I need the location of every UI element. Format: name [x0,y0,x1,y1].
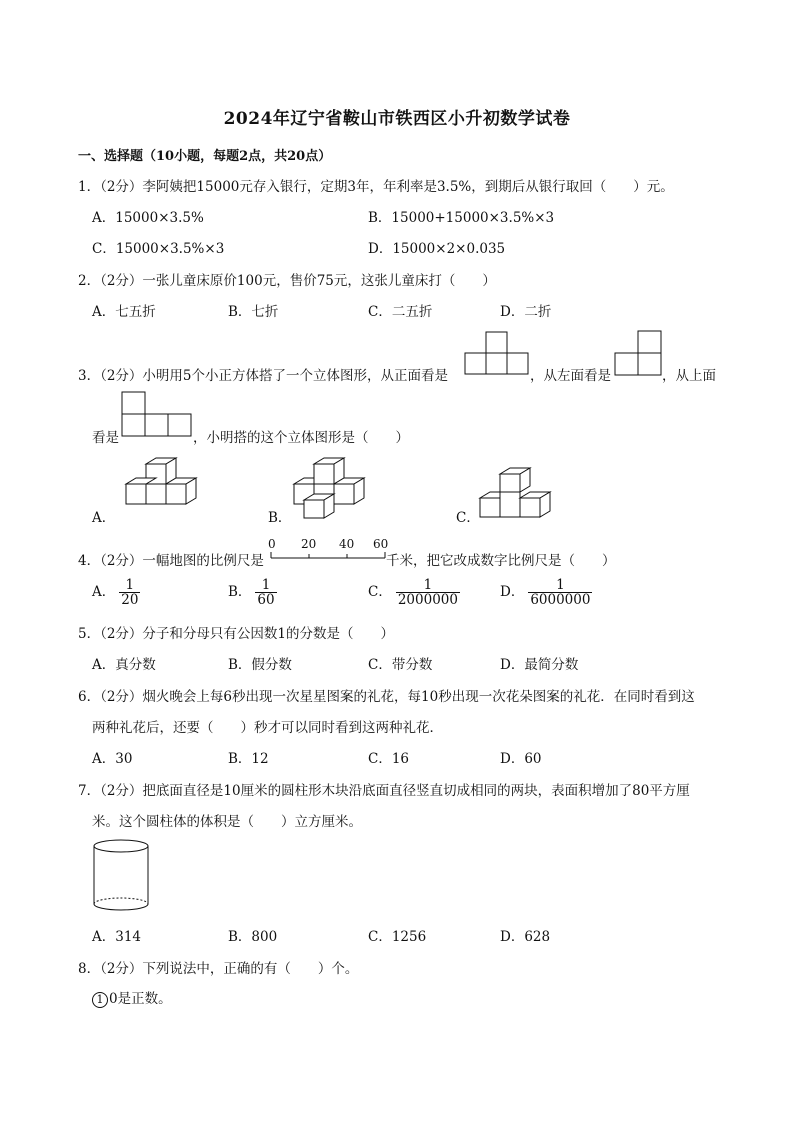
question-7-option-b[interactable]: B．800 [228,929,278,945]
question-6-option-b[interactable]: B．12 [228,751,269,767]
fraction-b-numerator: 1 [255,578,276,593]
option-c-label: C． [368,584,392,600]
question-6-text-line2: 两种礼花后，还要（ ）秒才可以同时看到这两种礼花． [92,720,443,736]
question-7-option-a[interactable]: A．314 [92,929,142,945]
option-d-label: D． [500,584,525,600]
question-6-option-d[interactable]: D．60 [500,751,542,767]
question-7-text-line1: 7．（2分）把底面直径是10厘米的圆柱形木块沿底面直径竖直切成相同的两块，表面积增加了80平方厘 [78,783,690,799]
question-7-option-d[interactable]: D．628 [500,929,551,945]
scale-bar [270,536,390,566]
question-3-option-a[interactable]: A． [92,510,116,526]
fraction-c-numerator: 1 [396,578,460,593]
question-6-option-c[interactable]: C．16 [368,751,410,767]
question-4-option-c[interactable] [368,578,460,607]
question-4-text-part1: 4．（2分）一幅地图的比例尺是 [78,553,264,569]
question-1-option-a[interactable]: A．15000×3.5% [92,210,204,226]
question-6-text-line1: 6．（2分）烟火晚会上每6秒出现一次星星图案的礼花，每10秒出现一次花朵图案的礼花．在同时看到这 [78,689,695,705]
question-8-statement-1 [92,987,172,1008]
section-heading: 一、选择题（10小题，每题2点，共20点） [78,149,332,164]
question-2-option-c[interactable]: C．二五折 [368,304,433,320]
statement-1-text: 0是正数。 [109,991,172,1007]
exam-title: 2024年辽宁省鞍山市铁西区小升初数学试卷 [223,109,571,129]
option-b-cube-figure[interactable] [290,456,370,520]
fraction-a-denominator: 20 [121,592,139,608]
fraction-a-numerator: 1 [119,578,140,593]
fraction-c-denominator: 2000000 [397,592,458,608]
scale-tick-40: 40 [339,537,355,551]
question-6-option-a[interactable]: A．30 [92,751,133,767]
question-2-option-b[interactable]: B．七折 [228,304,279,320]
circled-number-1: 1 [92,992,108,1008]
question-1-text: 1．（2分）李阿姨把15000元存入银行，定期3年，年利率是3.5%，到期后从银行取回（ ）元。 [78,179,674,195]
question-7-text-line2: 米。这个圆柱体的体积是（ ）立方厘米。 [92,814,362,830]
question-3-option-c[interactable]: C． [456,510,480,526]
scale-tick-20: 20 [301,537,317,551]
option-b-label: B． [228,584,252,600]
question-3-text-part4: 看是 [92,430,119,446]
question-5-text: 5．（2分）分子和分母只有公因数1的分数是（ ） [78,626,395,642]
question-3-option-b[interactable]: B． [268,510,292,526]
fraction-b-denominator: 60 [257,592,275,608]
question-3-text-part2: ，从左面看是 [530,368,611,384]
fraction-c [396,578,460,607]
left-view-figure [614,328,662,376]
fraction-d-numerator: 1 [528,578,592,593]
question-3-text-part5: ，小明搭的这个立体图形是（ ） [193,430,409,446]
question-5-option-a[interactable]: A．真分数 [92,657,156,673]
question-4-option-d[interactable] [500,578,592,607]
option-c-cube-figure[interactable] [478,466,552,520]
scale-tick-60: 60 [373,537,389,551]
question-4-option-a[interactable] [92,578,140,607]
question-5-option-c[interactable]: C．带分数 [368,657,433,673]
front-view-figure [464,330,530,376]
question-7-option-c[interactable]: C．1256 [368,929,427,945]
question-3-text-part1: 3．（2分）小明用5个小正方体搭了一个立体图形，从正面看是 [78,368,449,384]
scale-tick-0: 0 [268,537,276,551]
fraction-a [119,578,140,607]
fraction-b [255,578,276,607]
question-5-option-b[interactable]: B．假分数 [228,657,292,673]
question-5-option-d[interactable]: D．最简分数 [500,657,579,673]
question-4-option-b[interactable] [228,578,277,607]
fraction-d-denominator: 6000000 [530,592,591,608]
question-1-option-b[interactable]: B．15000+15000×3.5%×3 [368,210,555,226]
fraction-d [528,578,592,607]
question-1-option-c[interactable]: C．15000×3.5%×3 [92,241,225,257]
question-3-text-part3: ，从上面 [662,368,716,384]
top-view-figure [121,390,193,438]
option-a-cube-figure[interactable] [118,456,198,520]
question-8-text: 8．（2分）下列说法中，正确的有（ ）个。 [78,961,359,977]
question-2-option-d[interactable]: D．二折 [500,304,552,320]
question-2-text: 2．（2分）一张儿童床原价100元，售价75元，这张儿童床打（ ） [78,273,496,289]
question-4-text-part2: 千米，把它改成数字比例尺是（ ） [386,553,616,569]
question-1-option-d[interactable]: D．15000×2×0.035 [368,241,506,257]
question-2-option-a[interactable]: A．七五折 [92,304,156,320]
cylinder-figure [92,838,152,914]
option-a-label: A． [92,584,116,600]
